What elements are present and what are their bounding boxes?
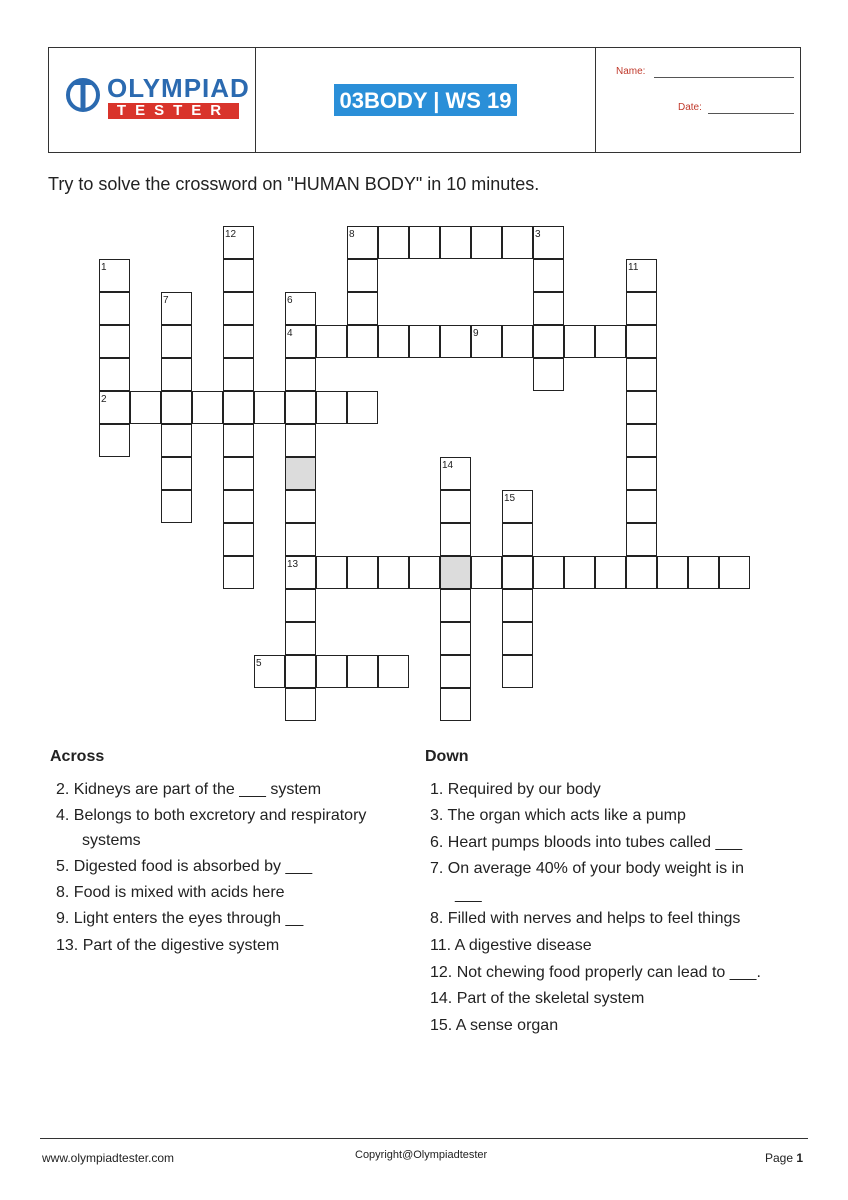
crossword-cell[interactable] bbox=[223, 325, 254, 358]
footer-page bbox=[765, 1151, 803, 1165]
crossword-cell[interactable] bbox=[409, 226, 440, 259]
down-heading: Down bbox=[425, 748, 469, 765]
crossword-cell[interactable] bbox=[626, 358, 657, 391]
crossword-cell[interactable] bbox=[502, 523, 533, 556]
crossword-cell[interactable] bbox=[99, 325, 130, 358]
crossword-cell[interactable] bbox=[285, 688, 316, 721]
crossword-cell[interactable] bbox=[502, 622, 533, 655]
clue-number: 2 bbox=[101, 394, 107, 405]
footer-copyright: Copyright@Olympiadtester bbox=[355, 1149, 488, 1161]
crossword-cell[interactable] bbox=[347, 325, 378, 358]
page-label: Page bbox=[765, 1151, 794, 1165]
across-clue: 9. Light enters the eyes through __ bbox=[56, 910, 304, 927]
down-clue: 14. Part of the skeletal system bbox=[430, 990, 645, 1007]
crossword-cell[interactable] bbox=[192, 391, 223, 424]
crossword-cell[interactable] bbox=[688, 556, 719, 589]
crossword-cell[interactable] bbox=[285, 424, 316, 457]
crossword-cell[interactable] bbox=[502, 226, 533, 259]
crossword-cell[interactable] bbox=[626, 457, 657, 490]
crossword-cell[interactable] bbox=[626, 292, 657, 325]
crossword-cell[interactable] bbox=[99, 358, 130, 391]
clue-number: 7 bbox=[163, 295, 169, 306]
down-clue: 3. The organ which acts like a pump bbox=[430, 807, 686, 824]
down-clue: 1. Required by our body bbox=[430, 781, 601, 798]
crossword-cell[interactable] bbox=[99, 424, 130, 457]
across-clue: 4. Belongs to both excretory and respiratory bbox=[56, 807, 367, 824]
crossword-cell[interactable] bbox=[285, 457, 316, 490]
across-clue: 13. Part of the digestive system bbox=[56, 937, 280, 954]
logo-text-top: OLYMPIAD bbox=[107, 73, 250, 103]
crossword-cell[interactable] bbox=[440, 622, 471, 655]
down-clue: 12. Not chewing food properly can lead to ___. bbox=[430, 964, 761, 981]
crossword-cell[interactable] bbox=[347, 655, 378, 688]
down-clue: 7. On average 40% of your body weight is in bbox=[430, 860, 744, 877]
across-clue: 2. Kidneys are part of the ___ system bbox=[56, 781, 322, 798]
across-clue: systems bbox=[82, 832, 141, 849]
clue-number: 14 bbox=[442, 460, 454, 471]
crossword-cell[interactable] bbox=[347, 391, 378, 424]
crossword-cell[interactable] bbox=[378, 325, 409, 358]
crossword-cell[interactable] bbox=[130, 391, 161, 424]
down-clue: 8. Filled with nerves and helps to feel things bbox=[430, 910, 741, 927]
clue-number: 15 bbox=[504, 493, 516, 504]
crossword-cell[interactable] bbox=[223, 457, 254, 490]
page-number: 1 bbox=[796, 1151, 804, 1165]
crossword-cell[interactable] bbox=[316, 556, 347, 589]
clue-number: 8 bbox=[349, 229, 355, 240]
crossword-cell[interactable] bbox=[564, 556, 595, 589]
crossword-cell[interactable] bbox=[440, 556, 471, 589]
clue-number: 13 bbox=[287, 559, 299, 570]
footer-website: www.olympiadtester.com bbox=[42, 1151, 175, 1165]
crossword-cell[interactable] bbox=[285, 622, 316, 655]
crossword-cell[interactable] bbox=[161, 490, 192, 523]
crossword-cell[interactable] bbox=[502, 325, 533, 358]
across-clue: 5. Digested food is absorbed by ___ bbox=[56, 858, 313, 875]
clue-number: 9 bbox=[473, 328, 479, 339]
crossword-cell[interactable] bbox=[502, 556, 533, 589]
crossword-cell[interactable] bbox=[626, 325, 657, 358]
crossword-cell[interactable] bbox=[533, 325, 564, 358]
crossword-cell[interactable] bbox=[440, 688, 471, 721]
clue-number: 11 bbox=[628, 262, 639, 273]
crossword-cell[interactable] bbox=[595, 556, 626, 589]
crossword-cell[interactable] bbox=[533, 259, 564, 292]
crossword-cell[interactable] bbox=[347, 259, 378, 292]
crossword-cell[interactable] bbox=[161, 325, 192, 358]
crossword-cell[interactable] bbox=[223, 556, 254, 589]
crossword-cell[interactable] bbox=[502, 589, 533, 622]
crossword-cell[interactable] bbox=[347, 556, 378, 589]
crossword-cell[interactable] bbox=[409, 325, 440, 358]
crossword-cell[interactable] bbox=[99, 292, 130, 325]
crossword-cell[interactable] bbox=[223, 259, 254, 292]
crossword-cell[interactable] bbox=[471, 556, 502, 589]
crossword-cell[interactable] bbox=[595, 325, 626, 358]
crossword-cell[interactable] bbox=[161, 424, 192, 457]
crossword-cell[interactable] bbox=[440, 589, 471, 622]
crossword-cell[interactable] bbox=[409, 556, 440, 589]
crossword-cell[interactable] bbox=[285, 391, 316, 424]
crossword-cell[interactable] bbox=[533, 556, 564, 589]
crossword-cell[interactable] bbox=[223, 292, 254, 325]
crossword-cell[interactable] bbox=[626, 523, 657, 556]
crossword-cell[interactable] bbox=[564, 325, 595, 358]
down-clue: 6. Heart pumps bloods into tubes called ___ bbox=[430, 834, 743, 851]
crossword-cell[interactable] bbox=[223, 490, 254, 523]
logo-text-bottom: TESTER bbox=[108, 103, 239, 119]
crossword-cell[interactable] bbox=[223, 358, 254, 391]
crossword-cell[interactable] bbox=[626, 556, 657, 589]
crossword-cell[interactable] bbox=[161, 391, 192, 424]
crossword-cell[interactable] bbox=[285, 490, 316, 523]
crossword-cell[interactable] bbox=[440, 226, 471, 259]
crossword-cell[interactable] bbox=[316, 325, 347, 358]
down-clue: 11. A digestive disease bbox=[430, 937, 592, 954]
clue-number: 12 bbox=[225, 229, 237, 240]
crossword-cell[interactable] bbox=[440, 325, 471, 358]
crossword-cell[interactable] bbox=[223, 523, 254, 556]
crossword-cell[interactable] bbox=[285, 655, 316, 688]
crossword-cell[interactable] bbox=[285, 358, 316, 391]
clue-number: 1 bbox=[101, 262, 107, 273]
crossword-cell[interactable] bbox=[347, 292, 378, 325]
crossword-cell[interactable] bbox=[378, 556, 409, 589]
crossword-cell[interactable] bbox=[285, 589, 316, 622]
crossword-cell[interactable] bbox=[626, 391, 657, 424]
name-label: Name: bbox=[616, 66, 646, 77]
footer-divider bbox=[40, 1138, 808, 1139]
crossword-cell[interactable] bbox=[285, 523, 316, 556]
crossword-cell[interactable] bbox=[254, 391, 285, 424]
clue-number: 4 bbox=[287, 328, 293, 339]
across-clue: 8. Food is mixed with acids here bbox=[56, 884, 285, 901]
down-clue: 15. A sense organ bbox=[430, 1017, 559, 1034]
crossword-cell[interactable] bbox=[471, 226, 502, 259]
crossword-cell[interactable] bbox=[223, 391, 254, 424]
crossword-cell[interactable] bbox=[161, 457, 192, 490]
crossword-cell[interactable] bbox=[533, 292, 564, 325]
across-heading: Across bbox=[50, 748, 105, 765]
worksheet-title: 03BODY | WS 19 bbox=[334, 84, 516, 116]
crossword-cell[interactable] bbox=[378, 655, 409, 688]
crossword-cell[interactable] bbox=[440, 655, 471, 688]
crossword-cell[interactable] bbox=[719, 556, 750, 589]
crossword-cell[interactable] bbox=[161, 358, 192, 391]
down-clue: ___ bbox=[455, 886, 482, 903]
crossword-cell[interactable] bbox=[316, 391, 347, 424]
crossword-cell[interactable] bbox=[533, 358, 564, 391]
crossword-cell[interactable] bbox=[657, 556, 688, 589]
crossword-cell[interactable] bbox=[626, 424, 657, 457]
crossword-cell[interactable] bbox=[378, 226, 409, 259]
crossword-cell[interactable] bbox=[223, 424, 254, 457]
crossword-cell[interactable] bbox=[440, 490, 471, 523]
clue-number: 6 bbox=[287, 295, 293, 306]
crossword-cell[interactable] bbox=[316, 655, 347, 688]
date-label: Date: bbox=[678, 102, 702, 113]
crossword-cell[interactable] bbox=[626, 490, 657, 523]
clue-number: 5 bbox=[256, 658, 262, 669]
crossword-cell[interactable] bbox=[502, 655, 533, 688]
clue-number: 3 bbox=[535, 229, 541, 240]
instruction-text: Try to solve the crossword on "HUMAN BODY" in 10 minutes. bbox=[48, 174, 540, 194]
crossword-cell[interactable] bbox=[440, 523, 471, 556]
